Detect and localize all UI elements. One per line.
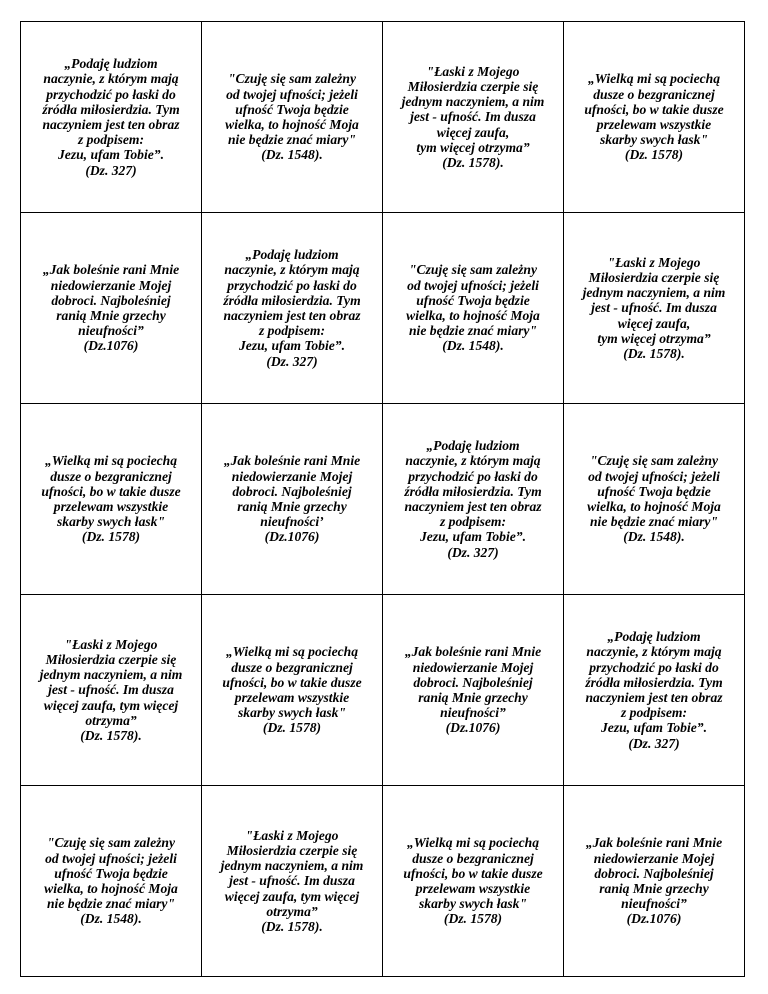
quote-card: [564, 404, 745, 595]
quote-card-grid: [20, 21, 745, 977]
quote-card: [383, 404, 564, 595]
card-row: [21, 404, 745, 595]
quote-card: [202, 595, 383, 786]
card-row: [21, 213, 745, 404]
quote-card: [21, 595, 202, 786]
quote-card: [564, 786, 745, 977]
quote-card: [564, 22, 745, 213]
quote-text: „Wielką mi są pociechą dusze o bezgranicznej ufności, bo w takie dusze przelewam wszystkie skarby swych łask" (Dz. 1578): [222, 644, 362, 736]
quote-text: "Czuję się sam zależny od twojej ufności; jeżeli ufność Twoja będzie wielka, to hojność Moja nie będzie znać miary" (Dz. 1548).: [406, 262, 540, 354]
quote-text: „Wielką mi są pociechą dusze o bezgranicznej ufności, bo w takie dusze przelewam wszystkie skarby swych łask" (Dz. 1578): [584, 71, 724, 163]
card-row: [21, 22, 745, 213]
quote-card: [202, 786, 383, 977]
quote-text: „Podaję ludziom naczynie, z którym mają przychodzić po łaski do źródła miłosierdzia. Tym naczyniem jest ten obraz z podpisem: Jezu, ufam Tobie”. (Dz. 327): [223, 247, 361, 369]
quote-text: „Podaję ludziom naczynie, z którym mają przychodzić po łaski do źródła miłosierdzia. Tym naczyniem jest ten obraz z podpisem: Jezu, ufam Tobie”. (Dz. 327): [42, 56, 180, 178]
quote-card: [21, 22, 202, 213]
quote-card: [21, 213, 202, 404]
quote-card: [202, 213, 383, 404]
quote-card: [383, 22, 564, 213]
quote-text: „Wielką mi są pociechą dusze o bezgranicznej ufności, bo w takie dusze przelewam wszystkie skarby swych łask" (Dz. 1578): [403, 835, 543, 927]
card-row: [21, 595, 745, 786]
quote-text: "Łaski z Mojego Miłosierdzia czerpie się jednym naczyniem, a nim jest - ufność. Im dusza więcej zaufa, tym więcej otrzyma” (Dz. 1578).: [582, 254, 726, 361]
quote-text: „Jak boleśnie rani Mnie niedowierzanie Mojej dobroci. Najboleśniej ranią Mnie grzechy nieufności” (Dz.1076): [42, 262, 180, 354]
quote-text: „Wielką mi są pociechą dusze o bezgranicznej ufności, bo w takie dusze przelewam wszystkie skarby swych łask" (Dz. 1578): [41, 453, 181, 545]
quote-card: [202, 404, 383, 595]
quote-text: "Czuję się sam zależny od twojej ufności; jeżeli ufność Twoja będzie wielka, to hojność Moja nie będzie znać miary" (Dz. 1548).: [225, 71, 359, 163]
quote-card: [383, 595, 564, 786]
quote-text: "Łaski z Mojego Miłosierdzia czerpie się jednym naczyniem, a nim jest - ufność. Im dusza więcej zaufa, tym więcej otrzyma” (Dz. 1578).: [401, 63, 545, 170]
card-row: [21, 786, 745, 977]
quote-card: [21, 404, 202, 595]
quote-card: [383, 213, 564, 404]
quote-card: [21, 786, 202, 977]
quote-text: „Jak boleśnie rani Mnie niedowierzanie Mojej dobroci. Najboleśniej ranią Mnie grzechy nieufności” (Dz.1076): [585, 835, 723, 927]
quote-card: [564, 595, 745, 786]
quote-card: [564, 213, 745, 404]
quote-text: "Łaski z Mojego Miłosierdzia czerpie się jednym naczyniem, a nim jest - ufność. Im dusza więcej zaufa, tym więcej otrzyma” (Dz. 1578).: [220, 827, 364, 934]
quote-text: „Podaję ludziom naczynie, z którym mają przychodzić po łaski do źródła miłosierdzia. Tym naczyniem jest ten obraz z podpisem: Jezu, ufam Tobie”. (Dz. 327): [585, 629, 723, 751]
quote-text: „Jak boleśnie rani Mnie niedowierzanie Mojej dobroci. Najboleśniej ranią Mnie grzechy nieufności” (Dz.1076): [404, 644, 542, 736]
quote-text: "Łaski z Mojego Miłosierdzia czerpie się jednym naczyniem, a nim jest - ufność. Im dusza więcej zaufa, tym więcej otrzyma” (Dz. 1578).: [39, 636, 183, 743]
quote-text: "Czuję się sam zależny od twojej ufności; jeżeli ufność Twoja będzie wielka, to hojność Moja nie będzie znać miary" (Dz. 1548).: [44, 835, 178, 927]
quote-text: "Czuję się sam zależny od twojej ufności; jeżeli ufność Twoja będzie wielka, to hojność Moja nie będzie znać miary" (Dz. 1548).: [587, 453, 721, 545]
quote-card: [202, 22, 383, 213]
quote-text: „Podaję ludziom naczynie, z którym mają przychodzić po łaski do źródła miłosierdzia. Tym naczyniem jest ten obraz z podpisem: Jezu, ufam Tobie”. (Dz. 327): [404, 438, 542, 560]
quote-card: [383, 786, 564, 977]
quote-text: „Jak boleśnie rani Mnie niedowierzanie Mojej dobroci. Najboleśniej ranią Mnie grzechy nieufności’ (Dz.1076): [223, 453, 361, 545]
